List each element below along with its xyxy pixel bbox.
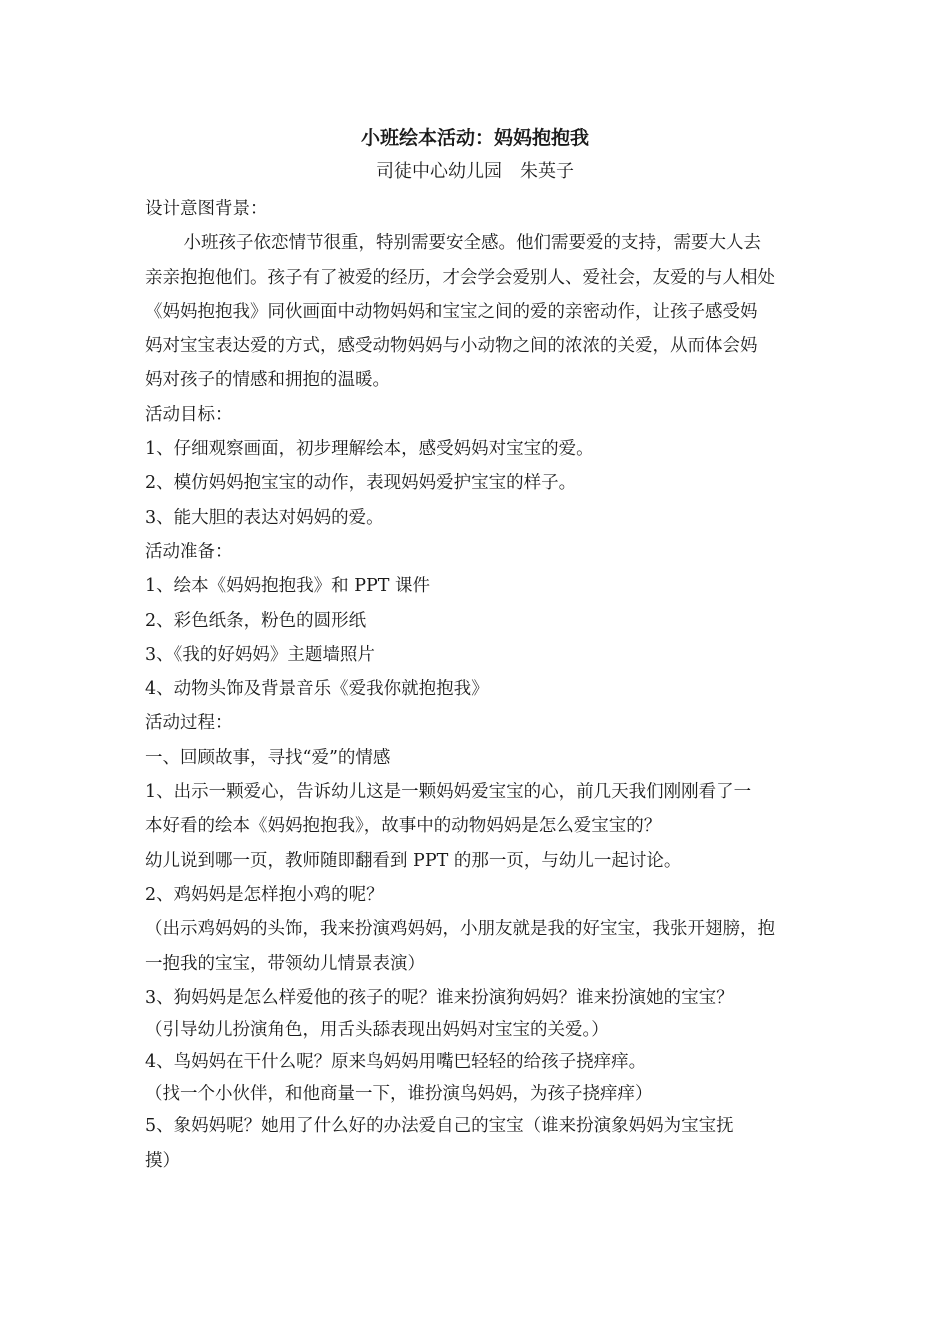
process-step: 4、鸟妈妈在干什么呢？原来鸟妈妈用嘴巴轻轻的给孩子挠痒痒。 [145, 1052, 647, 1073]
design-paragraph-line: 小班孩子依恋情节很重，特别需要安全感。他们需要爱的支持，需要大人去 [183, 233, 761, 254]
design-paragraph-line: 《妈妈抱抱我》同伙画面中动物妈妈和宝宝之间的爱的亲密动作，让孩子感受妈 [145, 301, 758, 322]
prep-item: 4、动物头饰及背景音乐《爱我你就抱抱我》 [145, 679, 489, 700]
design-heading: 设计意图背景： [145, 199, 268, 219]
process-step-note: 一抱我的宝宝，带领幼儿情景表演） [145, 953, 425, 974]
process-part-title: 一、回顾故事，寻找“爱”的情感 [145, 747, 391, 768]
process-heading: 活动过程： [145, 713, 233, 734]
prep-item: 2、彩色纸条，粉色的圆形纸 [145, 610, 367, 631]
process-step: 5、象妈妈呢？她用了什么好的办法爱自己的宝宝（谁来扮演象妈妈为宝宝抚 [145, 1116, 734, 1137]
process-step: 3、狗妈妈是怎么样爱他的孩子的呢？谁来扮演狗妈妈？谁来扮演她的宝宝？ [145, 987, 734, 1008]
process-step: 幼儿说到哪一页，教师随即翻看到 PPT 的那一页，与幼儿一起讨论。 [145, 850, 682, 871]
document-author: 司徒中心幼儿园 朱英子 [376, 161, 574, 182]
process-step-note: （出示鸡妈妈的头饰，我来扮演鸡妈妈，小朋友就是我的好宝宝，我张开翅膀，抱 [145, 919, 775, 940]
process-step: 本好看的绘本《妈妈抱抱我》，故事中的动物妈妈是怎么爱宝宝的？ [145, 816, 662, 837]
process-step: 1、出示一颗爱心，告诉幼儿这是一颗妈妈爱宝宝的心，前几天我们刚刚看了一 [145, 782, 752, 803]
goal-item: 1、仔细观察画面，初步理解绘本，感受妈妈对宝宝的爱。 [145, 439, 594, 460]
prep-heading: 活动准备： [145, 541, 233, 562]
process-step: 摸） [145, 1150, 180, 1171]
process-step-note: （找一个小伙伴，和他商量一下，谁扮演鸟妈妈，为孩子挠痒痒） [145, 1084, 653, 1105]
design-paragraph-line: 妈对孩子的情感和拥抱的温暖。 [145, 370, 390, 391]
document-title: 小班绘本活动：妈妈抱抱我 [360, 127, 589, 149]
document-body [145, 192, 813, 1178]
goal-item: 2、模仿妈妈抱宝宝的动作，表现妈妈爱护宝宝的样子。 [145, 473, 577, 494]
goal-item: 3、能大胆的表达对妈妈的爱。 [145, 507, 384, 528]
goals-heading: 活动目标： [145, 404, 233, 425]
process-step-note: （引导幼儿扮演角色，用舌头舔表现出妈妈对宝宝的关爱。） [145, 1020, 609, 1041]
prep-item: 1、绘本《妈妈抱抱我》和 PPT 课件 [145, 576, 430, 597]
prep-item: 3、《我的好妈妈》主题墙照片 [145, 644, 375, 665]
design-paragraph-line: 妈对宝宝表达爱的方式，感受动物妈妈与小动物之间的浓浓的关爱，从而体会妈 [145, 336, 758, 357]
design-paragraph-line: 亲亲抱抱他们。孩子有了被爱的经历，才会学会爱别人、爱社会，友爱的与人相处 [145, 267, 775, 288]
process-step: 2、鸡妈妈是怎样抱小鸡的呢？ [145, 884, 384, 905]
